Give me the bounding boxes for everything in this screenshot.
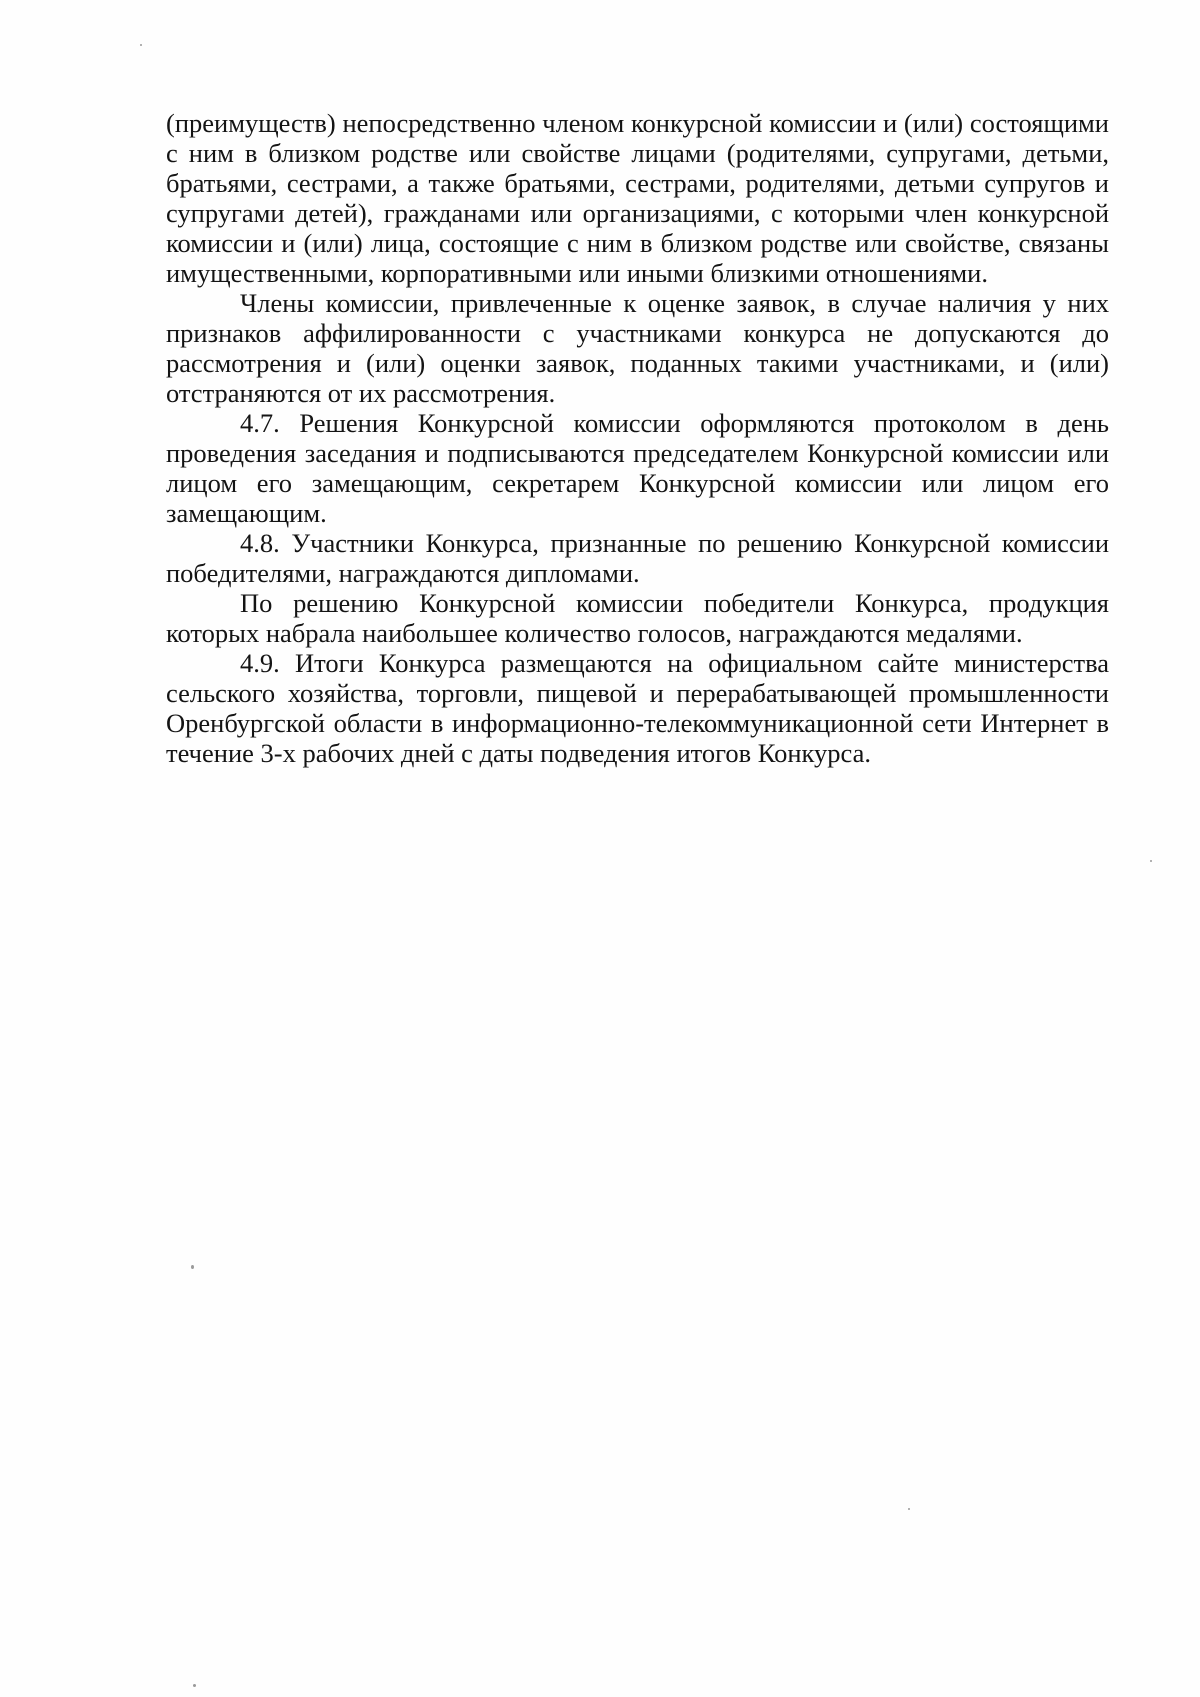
paragraph-continuation: (преимуществ) непосредственно членом конкурсной комиссии и (или) состоящими с ним в близком родстве или свойстве лицами (родителями, супругами, детьми, братьями, сестрами, а также братьями, сестрами, родителями, детьми супругов и супругами детей), гражданами или организациями, с которыми член конкурсной комиссии и (или) лица, состоящие с ним в близком родстве или свойстве, связаны имущественными, корпоративными или иными близкими отношениями. <box>166 108 1109 288</box>
scan-speck <box>908 1508 910 1510</box>
paragraph-4-7: 4.7. Решения Конкурсной комиссии оформляются протоколом в день проведения заседания и подписываются председателем Конкурсной комиссии или лицом его замещающим, секретарем Конкурсной комиссии или лицом его замещающим. <box>166 408 1109 528</box>
document-body <box>166 108 1109 768</box>
paragraph-4-9: 4.9. Итоги Конкурса размещаются на официальном сайте министерства сельского хозяйства, торговли, пищевой и перерабатывающей промышленности Оренбургской области в информационно-телекоммуникационной сети Интернет в течение 3-х рабочих дней с даты подведения итогов Конкурса. <box>166 648 1109 768</box>
scan-speck <box>1150 860 1152 862</box>
paragraph-affiliation: Члены комиссии, привлеченные к оценке заявок, в случае наличия у них признаков аффилированности с участниками конкурса не допускаются до рассмотрения и (или) оценки заявок, поданных такими участниками, и (или) отстраняются от их рассмотрения. <box>166 288 1109 408</box>
scan-speck <box>193 1684 196 1687</box>
paragraph-4-8: 4.8. Участники Конкурса, признанные по решению Конкурсной комиссии победителями, награждаются дипломами. <box>166 528 1109 588</box>
scan-speck <box>191 1265 194 1269</box>
paragraph-medals: По решению Конкурсной комиссии победители Конкурса, продукция которых набрала наибольшее количество голосов, награждаются медалями. <box>166 588 1109 648</box>
scan-speck <box>140 44 142 46</box>
